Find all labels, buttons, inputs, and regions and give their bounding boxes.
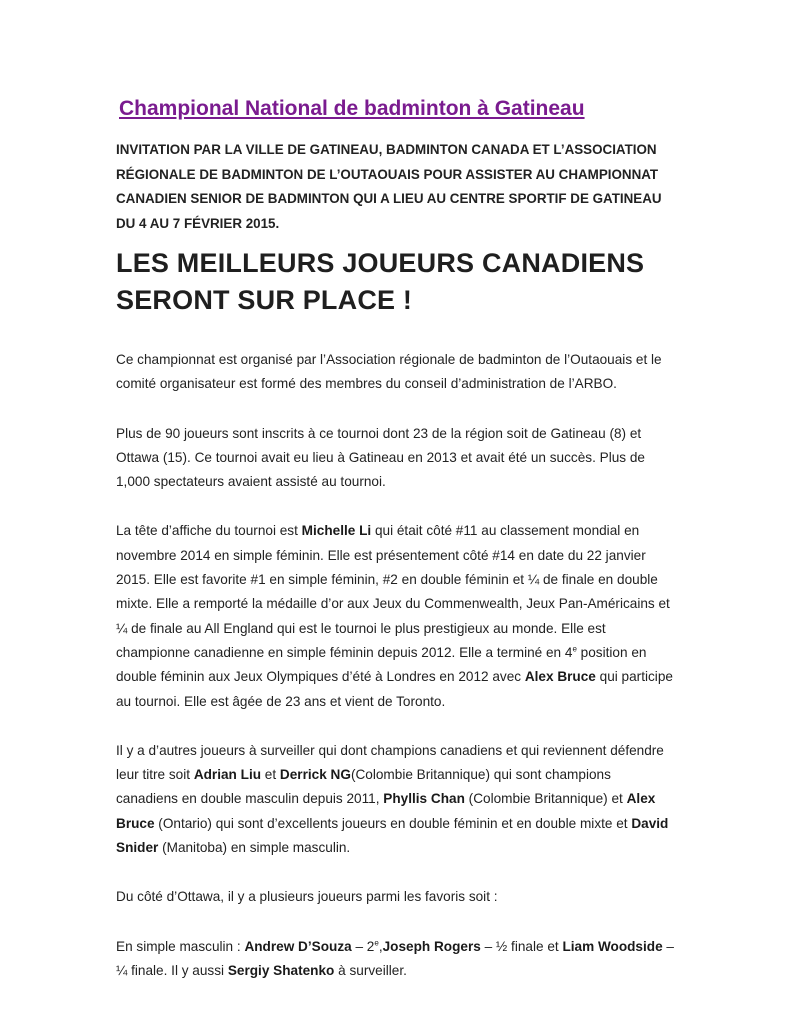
- player-name: Joseph Rogers: [382, 938, 481, 954]
- paragraph-participants: Plus de 90 joueurs sont inscrits à ce tournoi dont 23 de la région soit de Gatineau (8) et Ottawa (15). Ce tournoi avait eu lieu à Gatineau en 2013 et avait été un succès. Plus de 1,000 spectateurs avaient assisté au tournoi.: [116, 425, 645, 490]
- article-title[interactable]: Champional National de badminton à Gatineau: [119, 97, 585, 120]
- paragraph-simple-masculin: [116, 935, 676, 984]
- text-segment: ,: [378, 938, 383, 954]
- text-segment: – ¼ finale. Il y aussi: [116, 938, 674, 978]
- ordinal-suffix: e: [572, 644, 577, 654]
- paragraph-michelle-li: [116, 519, 676, 713]
- player-name: Michelle Li: [301, 523, 372, 539]
- article: [116, 94, 676, 983]
- intro-paragraph: INVITATION PAR LA VILLE DE GATINEAU, BADMINTON CANADA ET L’ASSOCIATION RÉGIONALE DE BADMINTON DE L’OUTAOUAIS POUR ASSISTER AU CHAMPIONNAT CANADIEN SENIOR DE BADMINTON QUI A LIEU AU CENTRE SPORTIF DE GATINEAU DU 4 AU 7 FÉVRIER 2015.: [116, 142, 662, 231]
- headline: LES MEILLEURS JOUEURS CANADIENS SERONT SUR PLACE !: [116, 248, 645, 315]
- text-segment: Il y a d’autres joueurs à surveiller qui dont champions canadiens et qui reviennent défendre leur titre soit: [116, 742, 664, 783]
- player-name: Alex Bruce: [524, 669, 596, 685]
- player-name: Andrew D’Souza: [244, 938, 352, 954]
- text-segment: et: [261, 767, 280, 783]
- text-segment: qui était côté #11 au classement mondial en novembre 2014 en simple féminin. Elle est présentement côté #14 en date du 22 janvier 2015. Elle est favorite #1 en simple féminin, #2 en double féminin et ¼ de finale en double mixte. Elle a remporté la médaille d’or aux Jeux du Commenwealth, Jeux Pan-Américains et ¼ de finale au All England qui est le tournoi le plus prestigieux au monde. Elle est championne canadienne en simple féminin depuis 2012. Elle a terminé en 4: [116, 523, 670, 660]
- player-name: Liam Woodside: [562, 938, 663, 954]
- player-name: Derrick NG: [279, 767, 351, 783]
- text-segment: En simple masculin :: [116, 938, 245, 954]
- ordinal-suffix: e: [374, 938, 379, 948]
- text-segment: La tête d’affiche du tournoi est: [116, 523, 302, 539]
- paragraph-ottawa: Du côté d’Ottawa, il y a plusieurs joueurs parmi les favoris soit :: [116, 889, 498, 905]
- text-segment: qui participe au tournoi. Elle est âgée de 23 ans et vient de Toronto.: [116, 669, 673, 709]
- paragraph-organisation: Ce championnat est organisé par l’Association régionale de badminton de l’Outaouais et le comité organisateur est formé des membres du conseil d’administration de l’ARBO.: [116, 352, 662, 392]
- player-name: Adrian Liu: [193, 767, 262, 783]
- text-segment: (Colombie Britannique) et: [464, 791, 627, 807]
- player-name: Sergiy Shatenko: [227, 962, 335, 978]
- text-segment: (Manitoba) en simple masculin.: [158, 840, 351, 856]
- text-segment: – 2: [351, 938, 375, 954]
- text-segment: à surveiller.: [334, 962, 407, 978]
- player-name: Phyllis Chan: [383, 791, 465, 807]
- text-segment: (Colombie Britannique) qui sont champions canadiens en double masculin depuis 2011,: [116, 767, 611, 807]
- text-segment: – ½ finale et: [480, 938, 563, 954]
- player-name: Alex Bruce: [116, 791, 656, 831]
- paragraph-other-players: [116, 739, 676, 860]
- player-name: David Snider: [116, 815, 669, 856]
- text-segment: position en double féminin aux Jeux Olympiques d’été à Londres en 2012 avec: [116, 644, 647, 685]
- text-segment: (Ontario) qui sont d’excellents joueurs en double féminin et en double mixte et: [154, 815, 632, 831]
